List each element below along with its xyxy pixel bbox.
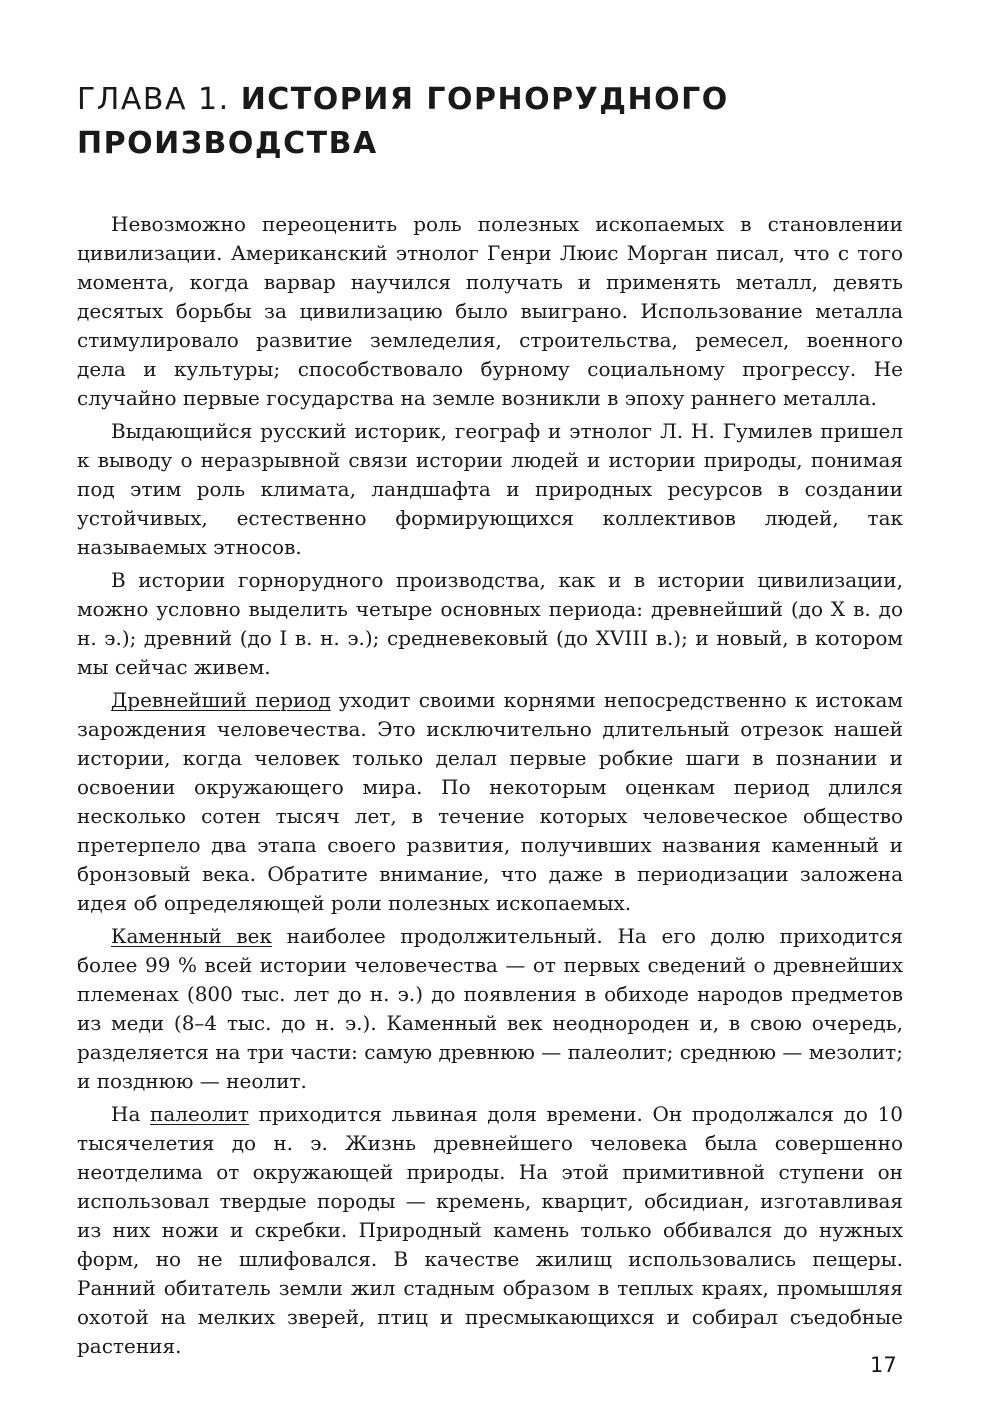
paragraph-6-text: приходится львиная доля времени. Он продолжался до 10 тысячелетия до н. э. Жизнь древнейшего человека была совершенно неотделима от окружающей природы. На этой примитивной ступени он использовал твердые породы — кремень, кварцит, обсидиан, изготавливая из них ножи и скребки. Природный камень только оббивался до нужных форм, но не шлифовался. В качестве жилищ использовались пещеры. Ранний обитатель земли жил стадным образом в теплых краях, промышляя охотой на мелких зверей, птиц и пресмыкающихся и собирал съедобные растения. bbox=[77, 1102, 903, 1358]
paragraph-4-text: уходит своими корнями непосредственно к истокам зарождения человечества. Это исключительно длительный отрезок нашей истории, когда человек только делал первые робкие шаги в познании и освоении окружающего мира. По некоторым оценкам период длился несколько сотен тысяч лет, в течение которых человеческое общество претерпело два этапа своего развития, получивших названия каменный и бронзовый века. Обратите внимание, что даже в периодизации заложена идея об определяющей роли полезных ископаемых. bbox=[77, 688, 903, 915]
chapter-body bbox=[77, 210, 903, 1361]
paragraph-5-text: наиболее продолжительный. На его долю приходится более 99 % всей истории человечества — от первых сведений о древнейших племенах (800 тыс. лет до н. э.) до появления в обиходе народов предметов из меди (8–4 тыс. до н. э.). Каменный век неоднороден и, в свою очередь, разделяется на три части: самую древнюю — палеолит; среднюю — мезолит; и позднюю — неолит. bbox=[77, 924, 903, 1093]
paragraph-3: В истории горнорудного производства, как и в истории цивилизации, можно условно выделить четыре основных периода: древнейший (до X в. до н. э.); древний (до I в. н. э.); средневековый (до XVIII в.); и новый, в котором мы сейчас живем. bbox=[77, 568, 903, 679]
paragraph-6-lead: На bbox=[111, 1102, 151, 1126]
chapter-title-text: ИСТОРИЯ ГОРНОРУДНОГО ПРОИЗВОДСТВА bbox=[77, 82, 729, 161]
term-stone-age: Каменный век bbox=[111, 924, 272, 948]
paragraph-2: Выдающийся русский историк, географ и этнолог Л. Н. Гумилев пришел к выводу о неразрывной связи истории людей и истории природы, понимая под этим роль климата, ландшафта и природных ресурсов в создании устойчивых, естественно формирующихся коллективов людей, так называемых этносов. bbox=[77, 419, 903, 559]
paragraph-4 bbox=[77, 686, 903, 918]
chapter-title bbox=[77, 78, 903, 166]
term-paleolithic: палеолит bbox=[150, 1102, 249, 1126]
document-page bbox=[77, 78, 903, 1365]
paragraph-6 bbox=[77, 1100, 903, 1361]
paragraph-1: Невозможно переоценить роль полезных ископаемых в становлении цивилизации. Американский этнолог Генри Люис Морган писал, что с того момента, когда варвар научился получать и применять металл, девять десятых борьбы за цивилизацию было выиграно. Использование металла стимулировало развитие земледелия, строительства, ремесел, военного дела и культуры; способствовало бурному социальному прогрессу. Не случайно первые государства на земле возникли в эпоху раннего металла. bbox=[77, 212, 903, 410]
term-ancient-period: Древнейший период bbox=[111, 688, 331, 712]
chapter-prefix: ГЛАВА 1. bbox=[77, 82, 241, 117]
paragraph-5 bbox=[77, 922, 903, 1096]
page-number: 17 bbox=[870, 1353, 897, 1377]
